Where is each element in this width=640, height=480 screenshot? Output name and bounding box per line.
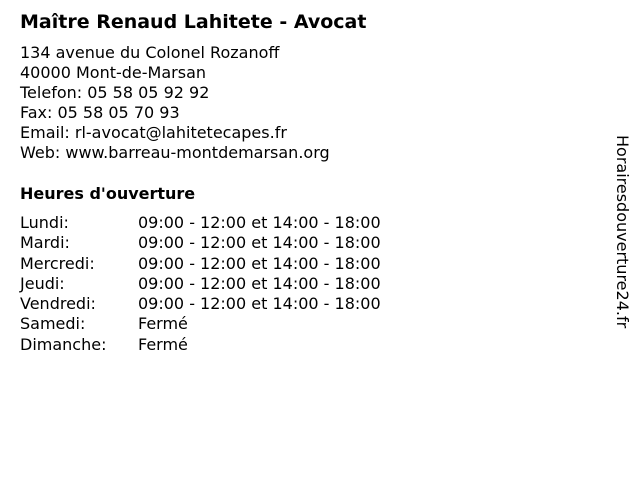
opening-hours-table bbox=[20, 213, 440, 355]
day-label: Vendredi: bbox=[20, 294, 96, 314]
phone-line: Telefon: 05 58 05 92 92 bbox=[20, 83, 210, 102]
day-hours: Fermé bbox=[138, 334, 188, 354]
hours-row-monday bbox=[20, 213, 440, 233]
fax-line: Fax: 05 58 05 70 93 bbox=[20, 103, 180, 122]
web-line: Web: www.barreau-montdemarsan.org bbox=[20, 143, 330, 162]
day-hours: 09:00 - 12:00 et 14:00 - 18:00 bbox=[138, 233, 381, 253]
hours-row-wednesday bbox=[20, 254, 440, 274]
contact-block bbox=[20, 43, 330, 163]
day-label: Mardi: bbox=[20, 233, 70, 253]
address-street: 134 avenue du Colonel Rozanoff bbox=[20, 43, 280, 62]
day-hours: 09:00 - 12:00 et 14:00 - 18:00 bbox=[138, 253, 381, 273]
day-hours: 09:00 - 12:00 et 14:00 - 18:00 bbox=[138, 273, 381, 293]
email-line: Email: rl-avocat@lahitetecapes.fr bbox=[20, 123, 287, 142]
day-hours: 09:00 - 12:00 et 14:00 - 18:00 bbox=[138, 213, 381, 232]
hours-row-sunday bbox=[20, 335, 440, 355]
hours-row-saturday bbox=[20, 314, 440, 334]
day-hours: Fermé bbox=[138, 314, 188, 334]
day-label: Jeudi: bbox=[20, 273, 65, 293]
business-title: Maître Renaud Lahitete - Avocat bbox=[20, 11, 367, 33]
day-label: Lundi: bbox=[20, 213, 69, 232]
site-watermark bbox=[611, 135, 633, 371]
day-label: Samedi: bbox=[20, 314, 86, 334]
watermark-text: Horairesdouverture24.fr bbox=[613, 135, 632, 329]
day-label: Mercredi: bbox=[20, 253, 95, 273]
hours-row-friday bbox=[20, 294, 440, 314]
address-city: 40000 Mont-de-Marsan bbox=[20, 63, 207, 82]
opening-hours-heading: Heures d'ouverture bbox=[20, 184, 196, 203]
day-label: Dimanche: bbox=[20, 334, 107, 354]
hours-row-tuesday bbox=[20, 233, 440, 253]
hours-row-thursday bbox=[20, 274, 440, 294]
day-hours: 09:00 - 12:00 et 14:00 - 18:00 bbox=[138, 294, 381, 314]
